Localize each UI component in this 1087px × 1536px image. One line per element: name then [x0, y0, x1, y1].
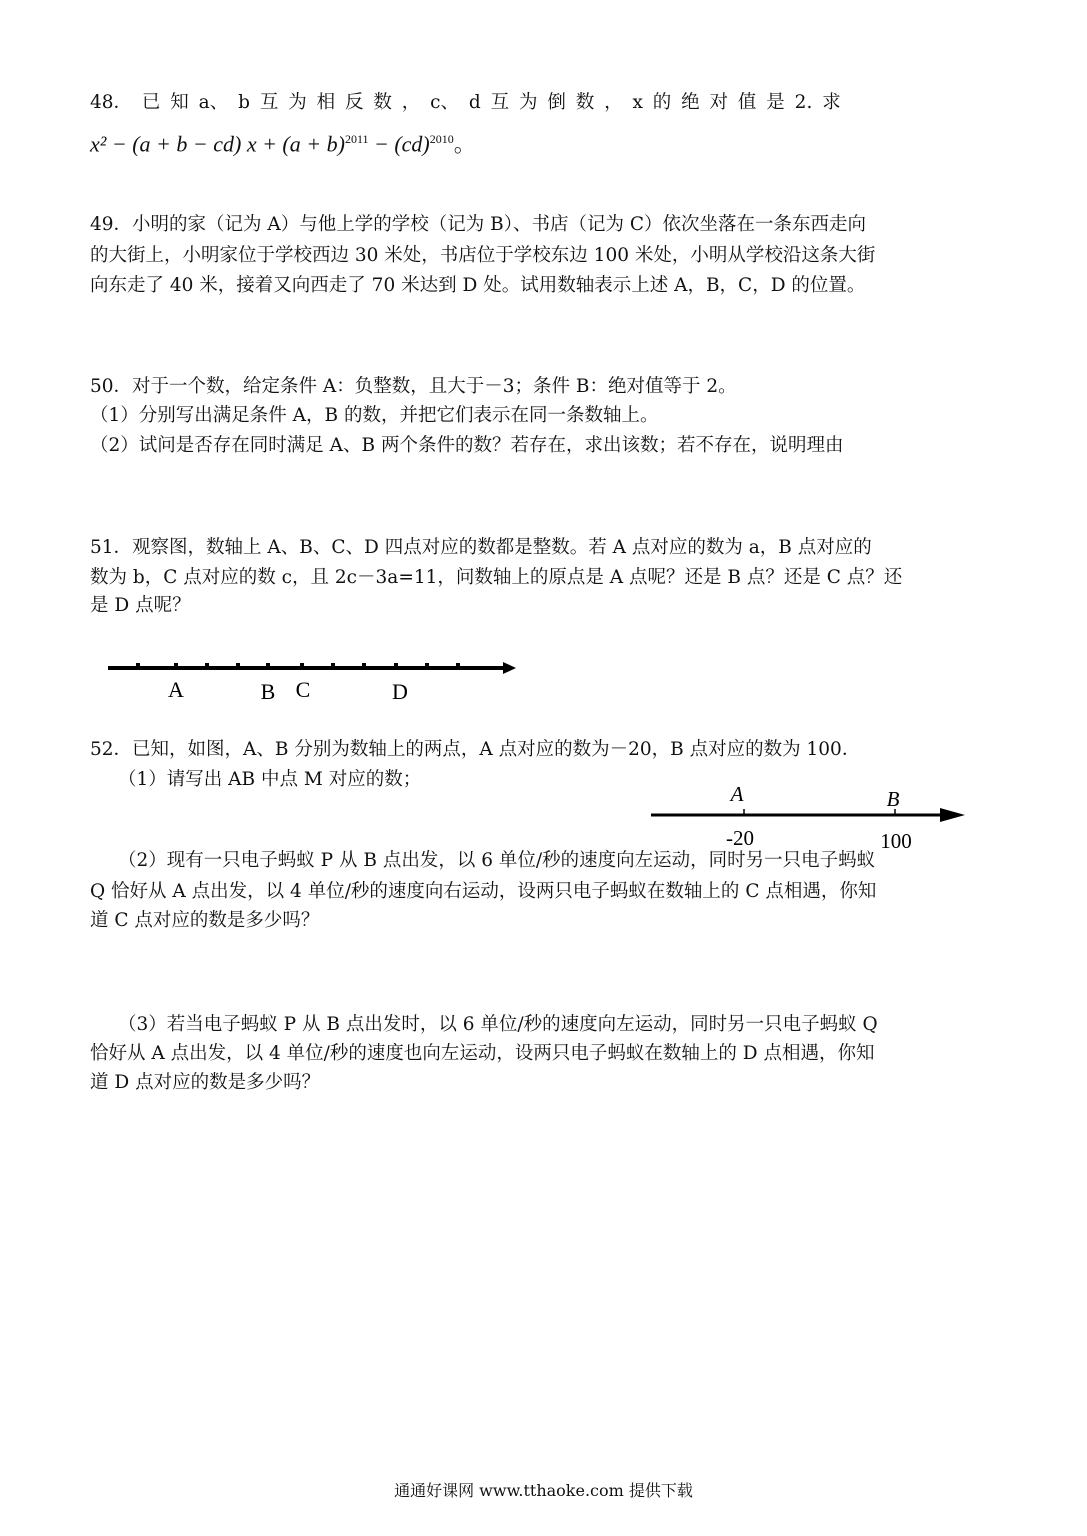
- problem-52-q2-line: （2）现有一只电子蚂蚁 P 从 B 点出发，以 6 单位/秒的速度向左运动，同时另一只电子蚂蚁: [118, 850, 876, 871]
- exponent: 2010: [429, 132, 454, 146]
- formula-part: − (cd): [368, 131, 430, 157]
- problem-50-line: （1）分别写出满足条件 A，B 的数，并把它们表示在同一条数轴上。: [90, 405, 659, 426]
- problem-50-line: （2）试问是否存在同时满足 A、B 两个条件的数？若存在，求出该数；若不存在，说明理由: [90, 435, 844, 456]
- problem-52-intro: 52．已知，如图，A、B 分别为数轴上的两点，A 点对应的数为－20，B 点对应的数为 100．: [90, 739, 861, 760]
- tick-mark: [174, 663, 178, 669]
- problem-51-line: 数为 b，C 点对应的数 c，且 2c－3a=11，问数轴上的原点是 A 点呢？还是 B 点？还是 C 点？还: [90, 567, 903, 588]
- formula-part: x² − (a + b − cd) x + (a + b): [90, 131, 345, 157]
- exponent: 2011: [344, 132, 369, 146]
- problem-52-q1: （1）请写出 AB 中点 M 对应的数；: [118, 769, 422, 790]
- point-label-a: A: [168, 677, 184, 702]
- tick-mark: [205, 663, 209, 669]
- point-label-c: C: [295, 677, 311, 702]
- problem-50-line: 50．对于一个数，给定条件 A：负整数，且大于－3；条件 B：绝对值等于 2。: [90, 376, 737, 397]
- value-b: 100: [880, 829, 912, 853]
- footer-text: 通通好课网 www.tthaoke.com 提供下载: [394, 1481, 693, 1500]
- tick-mark: [425, 663, 429, 669]
- problem-49-line: 向东走了 40 米，接着又向西走了 70 米达到 D 处。试用数轴表示上述 A，B，C，D 的位置。: [90, 275, 866, 296]
- tick-mark: [331, 663, 335, 669]
- tick-mark: [266, 663, 270, 669]
- point-label-b: B: [260, 679, 276, 704]
- tick-mark: [362, 663, 366, 669]
- number-line-figure-51: [0, 640, 540, 710]
- tick-mark: [300, 663, 304, 669]
- tick-mark: [456, 663, 460, 669]
- problem-52-q2-line: Q 恰好从 A 点出发，以 4 单位/秒的速度向右运动，设两只电子蚂蚁在数轴上的 C 点相遇，你知: [90, 881, 877, 902]
- tick-mark: [394, 663, 398, 669]
- tick-mark: [136, 663, 140, 669]
- problem-48-text: 48． 已 知 a、 b 互 为 相 反 数 ， c、 d 互 为 倒 数 ， x 的 绝 对 值 是 2. 求: [90, 92, 841, 113]
- arrow-head: [940, 808, 965, 822]
- problem-52-q3-line: （3）若当电子蚂蚁 P 从 B 点出发时，以 6 单位/秒的速度向左运动，同时另一只电子蚂蚁 Q: [118, 1014, 878, 1035]
- problem-48-formula: [90, 124, 476, 159]
- value-a: -20: [726, 826, 754, 850]
- problem-52-q3-line: 道 D 点对应的数是多少吗？: [90, 1072, 321, 1093]
- problem-52-q3-line: 恰好从 A 点出发，以 4 单位/秒的速度也向左运动，设两只电子蚂蚁在数轴上的 D 点相遇，你知: [90, 1043, 875, 1064]
- problem-51-line: 51．观察图，数轴上 A、B、C、D 四点对应的数都是整数。若 A 点对应的数为 a，B 点对应的: [90, 537, 872, 558]
- tick-mark: [236, 663, 240, 669]
- formula-tail: 。: [453, 131, 476, 157]
- problem-49-line: 的大街上，小明家位于学校西边 30 米处，书店位于学校东边 100 米处，小明从学校沿这条大街: [90, 245, 876, 266]
- problem-52-q2-line: 道 C 点对应的数是多少吗？: [90, 910, 320, 931]
- point-label-d: D: [392, 679, 408, 704]
- problem-51-line: 是 D 点呢？: [90, 595, 191, 616]
- label-a: A: [730, 782, 744, 806]
- number-line-figure-52: [640, 775, 980, 855]
- label-b: B: [886, 787, 900, 811]
- arrow-head: [503, 662, 516, 674]
- problem-49-line: 49．小明的家（记为 A）与他上学的学校（记为 B）、书店（记为 C）依次坐落在一条东西走向: [90, 214, 867, 235]
